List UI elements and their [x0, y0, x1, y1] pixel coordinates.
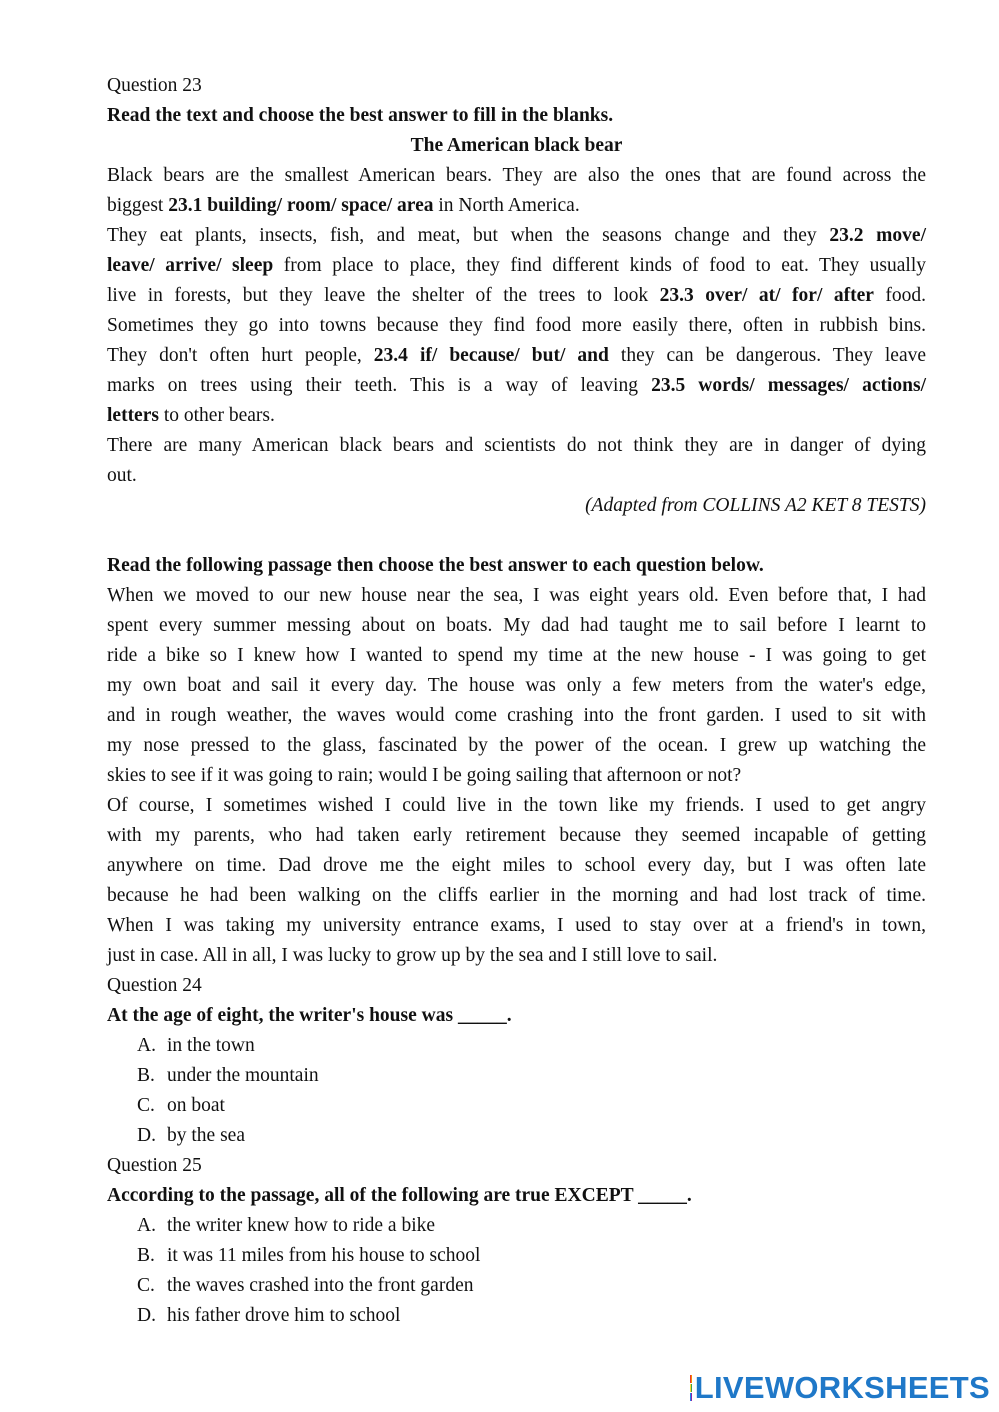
text-line: ride a bike so I knew how I wanted to spend my time at the new house - I was going to get: [107, 645, 926, 666]
text-line: and in rough weather, the waves would come crashing into the front garden. I used to sit with: [107, 705, 926, 726]
text-line: because he had been walking on the cliffs earlier in the morning and had lost track of time.: [107, 885, 926, 906]
answer-choices: 23.5 words/ messages/ actions/: [651, 375, 926, 396]
text-line: with my parents, who had taken early retirement because they seemed incapable of getting: [107, 825, 926, 846]
worksheet-page: [107, 71, 926, 1331]
source-citation: (Adapted from COLLINS A2 KET 8 TESTS): [585, 495, 926, 516]
option-letter: A.: [137, 1215, 156, 1236]
bear-paragraph-1: [107, 161, 926, 221]
text-line: spent every summer messing about on boats. My dad had taught me to sail before I learnt to: [107, 615, 926, 636]
text-line: letters to other bears.: [107, 405, 275, 426]
answer-option[interactable]: [107, 1061, 926, 1091]
question-25-stem: According to the passage, all of the following are true EXCEPT _____.: [107, 1185, 692, 1206]
answer-option[interactable]: [107, 1121, 926, 1151]
text-line: biggest 23.1 building/ room/ space/ area in North America.: [107, 195, 580, 216]
text-line: live in forests, but they leave the shelter of the trees to look 23.3 over/ at/ for/ after food.: [107, 285, 927, 306]
text-line: There are many American black bears and scientists do not think they are in danger of dying: [107, 435, 926, 456]
text-line: Black bears are the smallest American bears. They are also the ones that are found across the: [107, 165, 926, 186]
option-letter: C.: [137, 1275, 155, 1296]
text-line: anywhere on time. Dad drove me the eight miles to school every day, but I was often late: [107, 855, 926, 876]
passage-title: The American black bear: [410, 135, 623, 156]
option-text: under the mountain: [167, 1065, 319, 1086]
answer-choices: leave/ arrive/ sleep: [107, 255, 274, 276]
option-text: in the town: [167, 1035, 255, 1056]
sea-paragraph-2: [107, 791, 926, 971]
question-24-options: [107, 1031, 926, 1151]
text-line: Sometimes they go into towns because they find food more easily there, often in rubbish bins.: [107, 315, 926, 336]
text-line: When we moved to our new house near the sea, I was eight years old. Even before that, I had: [107, 585, 926, 606]
logo-text: LIVEWORKSHEETS: [694, 1370, 990, 1405]
answer-choices: 23.2 move/: [829, 225, 926, 246]
option-text: it was 11 miles from his house to school: [167, 1245, 481, 1266]
option-letter: B.: [137, 1245, 155, 1266]
text-line: out.: [107, 465, 137, 486]
liveworksheets-logo: [690, 1370, 990, 1406]
question-25-options: [107, 1211, 926, 1331]
option-letter: B.: [137, 1065, 155, 1086]
bear-paragraph-3: [107, 431, 926, 491]
text-line: skies to see if it was going to rain; would I be going sailing that afternoon or not?: [107, 765, 742, 786]
text-line: leave/ arrive/ sleep from place to place, they find different kinds of food to eat. They usually: [107, 255, 926, 276]
text-line: marks on trees using their teeth. This is a way of leaving 23.5 words/ messages/ actions/: [107, 375, 926, 396]
answer-choices: 23.3 over/ at/ for/ after: [659, 285, 874, 306]
text-line: They don't often hurt people, 23.4 if/ because/ but/ and they can be dangerous. They leave: [107, 345, 926, 366]
answer-choices: 23.4 if/ because/ but/ and: [373, 345, 609, 366]
question-23-instruction: Read the text and choose the best answer to fill in the blanks.: [107, 105, 614, 126]
option-text: by the sea: [167, 1125, 245, 1146]
bear-paragraph-2: [107, 221, 926, 431]
answer-option[interactable]: [107, 1211, 926, 1241]
answer-choices: letters: [107, 405, 159, 426]
answer-choices: 23.1 building/ room/ space/ area: [168, 195, 434, 216]
text-line: just in case. All in all, I was lucky to grow up by the sea and I still love to sail.: [107, 945, 718, 966]
option-letter: A.: [137, 1035, 156, 1056]
text-line: When I was taking my university entrance exams, I used to stay over at a friend's in town,: [107, 915, 926, 936]
question-24-stem: At the age of eight, the writer's house was _____.: [107, 1005, 512, 1026]
text-line: my own boat and sail it every day. The house was only a few meters from the water's edge,: [107, 675, 926, 696]
option-letter: D.: [137, 1305, 156, 1326]
option-text: his father drove him to school: [167, 1305, 401, 1326]
answer-option[interactable]: [107, 1301, 926, 1331]
sea-paragraph-1: [107, 581, 926, 791]
option-letter: D.: [137, 1125, 156, 1146]
option-letter: C.: [137, 1095, 155, 1116]
question-23-label: Question 23: [107, 75, 202, 96]
option-text: the writer knew how to ride a bike: [167, 1215, 436, 1236]
option-text: the waves crashed into the front garden: [167, 1275, 474, 1296]
passage-instruction: Read the following passage then choose the best answer to each question below.: [107, 555, 764, 576]
text-line: They eat plants, insects, fish, and meat, but when the seasons change and they 23.2 move/: [107, 225, 926, 246]
answer-option[interactable]: [107, 1271, 926, 1301]
answer-option[interactable]: [107, 1031, 926, 1061]
answer-option[interactable]: [107, 1241, 926, 1271]
question-24-label: Question 24: [107, 975, 202, 996]
option-text: on boat: [167, 1095, 225, 1116]
answer-option[interactable]: [107, 1091, 926, 1121]
question-25-label: Question 25: [107, 1155, 202, 1176]
text-line: my nose pressed to the glass, fascinated by the power of the ocean. I grew up watching the: [107, 735, 926, 756]
text-line: Of course, I sometimes wished I could live in the town like my friends. I used to get angry: [107, 795, 926, 816]
logo-icon: [690, 1375, 692, 1401]
